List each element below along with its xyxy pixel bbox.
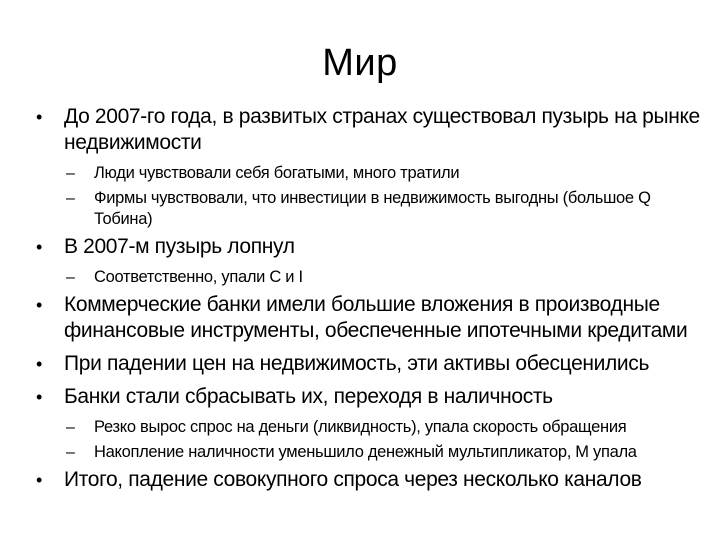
bullet-text: В 2007-м пузырь лопнул bbox=[64, 235, 295, 258]
sub-bullet-item bbox=[36, 163, 706, 184]
dash-marker: – bbox=[66, 419, 75, 436]
bullet-item bbox=[36, 351, 706, 377]
bullet-text: Банки стали сбрасывать их, переходя в наличность bbox=[64, 385, 553, 408]
bullet-marker: • bbox=[36, 354, 42, 374]
slide-title: Мир bbox=[322, 42, 398, 84]
bullet-item bbox=[36, 104, 706, 156]
bullet-marker: • bbox=[36, 470, 42, 490]
sub-bullet-item bbox=[36, 267, 706, 288]
bullet-item bbox=[36, 384, 706, 410]
bullet-text: До 2007-го года, в развитых странах существовал пузырь на рынке недвижимости bbox=[64, 105, 700, 154]
sub-bullet-text: Соответственно, упали C и I bbox=[94, 268, 303, 286]
bullet-list bbox=[36, 104, 706, 500]
sub-bullet-text: Фирмы чувствовали, что инвестиции в недвижимость выгодны (большое Q Тобина) bbox=[94, 189, 651, 228]
bullet-marker: • bbox=[36, 387, 42, 407]
dash-marker: – bbox=[66, 444, 75, 461]
sub-bullet-text: Люди чувствовали себя богатыми, много тратили bbox=[94, 164, 460, 182]
bullet-item bbox=[36, 292, 706, 344]
sub-bullet-item bbox=[36, 442, 706, 463]
bullet-text: Итого, падение совокупного спроса через несколько каналов bbox=[64, 468, 642, 491]
dash-marker: – bbox=[66, 190, 75, 207]
sub-bullet-text: Накопление наличности уменьшило денежный мультипликатор, M упала bbox=[94, 443, 637, 461]
bullet-text: При падении цен на недвижимость, эти активы обесценились bbox=[64, 352, 650, 375]
dash-marker: – bbox=[66, 269, 75, 286]
bullet-text: Коммерческие банки имели большие вложения в производные финансовые инструменты, обеспеченные ипотечными кредитами bbox=[64, 293, 688, 342]
sub-bullet-item bbox=[36, 417, 706, 438]
sub-bullet-text: Резко вырос спрос на деньги (ликвидность), упала скорость обращения bbox=[94, 418, 627, 436]
bullet-item bbox=[36, 467, 706, 493]
sub-bullet-item bbox=[36, 188, 706, 230]
bullet-marker: • bbox=[36, 237, 42, 257]
dash-marker: – bbox=[66, 165, 75, 182]
bullet-marker: • bbox=[36, 107, 42, 127]
bullet-item bbox=[36, 234, 706, 260]
bullet-marker: • bbox=[36, 295, 42, 315]
